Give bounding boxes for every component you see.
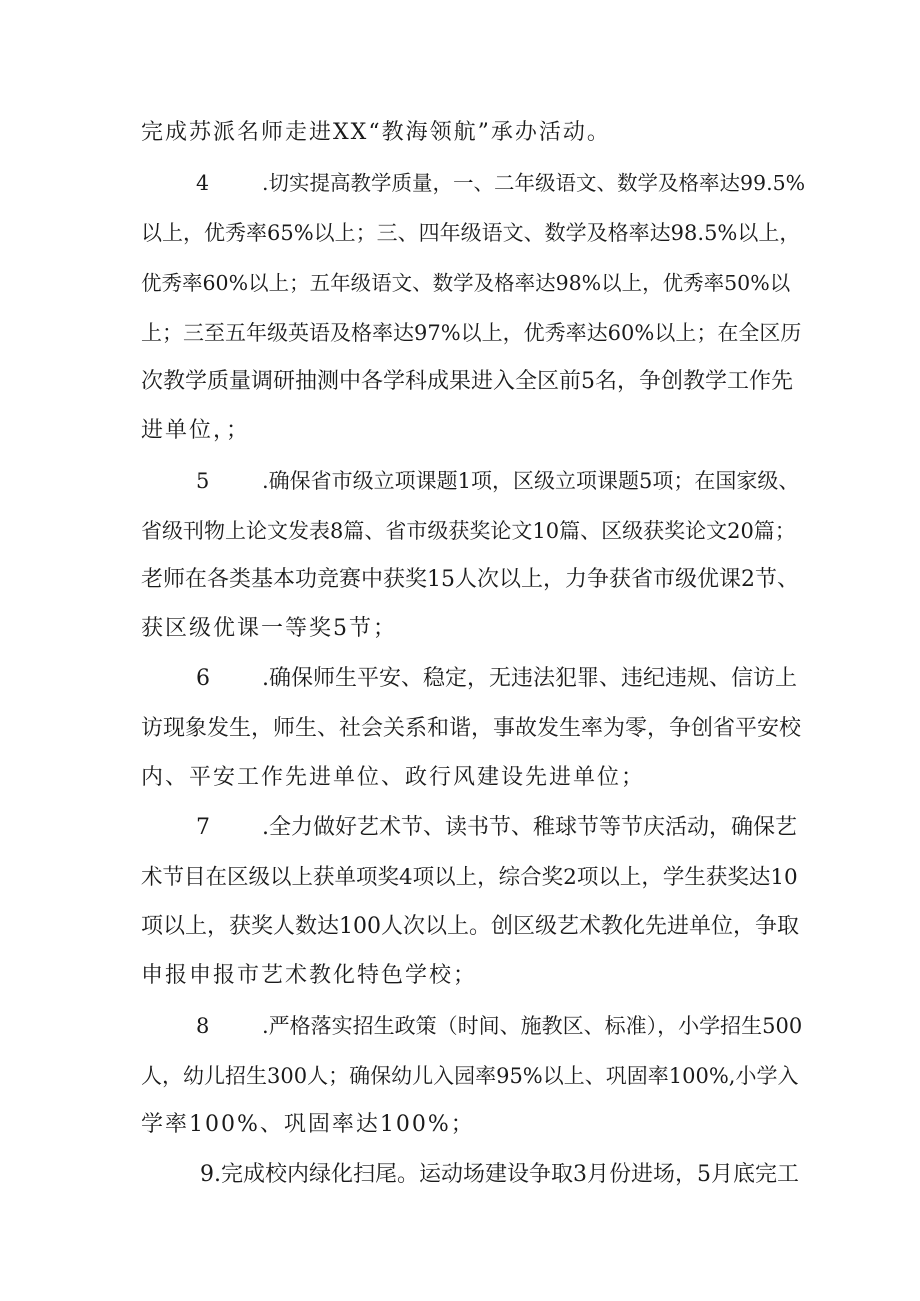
item-8-text-1: .严格落实招生政策（时间、施教区、标准），小学招生500 — [262, 1014, 803, 1038]
item-6-line-3: 内、平安工作先进单位、政行风建设先进单位； — [141, 765, 646, 790]
item-6-line-1 — [196, 664, 806, 694]
item-8-line-2: 人，幼儿招生300人；确保幼儿入园率95%以上、巩固率100%,小学入 — [141, 1064, 799, 1088]
item-4-line-2: 以上，优秀率65%以上；三、四年级语文、数学及格率达98.5%以上， — [141, 221, 801, 245]
item-4-line-3: 优秀率60%以上；五年级语文、数学及格率达98%以上，优秀率50%以 — [141, 271, 791, 295]
item-4-text-1: .切实提高教学质量，一、二年级语文、数学及格率达99.5% — [262, 171, 806, 195]
item-9-number: 9 — [200, 1162, 214, 1187]
item-5-number: 5 — [196, 469, 210, 493]
item-5-line-2: 省级刊物上论文发表8篇、省市级获奖论文10篇、区级获奖论文20篇； — [141, 519, 796, 543]
item-9-text-1: .完成校内绿化扫尾。运动场建设争取3月份进场，5月底完工 — [214, 1162, 799, 1187]
item-5-line-4: 获区级优课一等奖5节； — [141, 616, 397, 641]
item-5-text-1: .确保省市级立项课题1项，区级立项课题5项；在国家级、 — [262, 469, 800, 493]
item-4-line-5: 次教学质量调研抽测中各学科成果进入全区前5名，争创教学工作先 — [141, 369, 793, 394]
item-6-number: 6 — [196, 666, 210, 691]
item-7-line-4: 申报申报市艺术教化特色学校； — [141, 963, 478, 988]
item-7-text-1: .全力做好艺术节、读书节、稚球节等节庆活动，确保艺 — [262, 815, 797, 840]
item-4-line-1 — [196, 168, 806, 198]
item-5-line-3: 老师在各类基本功竞赛中获奖15人次以上，力争获省市级优课2节、 — [141, 567, 799, 592]
item-8-number: 8 — [196, 1014, 210, 1038]
item-9-line-1 — [200, 1160, 806, 1190]
item-5-line-1 — [196, 466, 806, 496]
item-8-line-3: 学率100%、巩固率达100%； — [141, 1112, 475, 1137]
item-4-line-4: 上；三至五年级英语及格率达97%以上，优秀率达60%以上；在全区历 — [141, 321, 802, 345]
item-4-line-6: 进单位，； — [141, 418, 251, 443]
item-7-number: 7 — [196, 815, 210, 840]
item-8-line-1 — [196, 1011, 806, 1041]
item-7-line-1 — [196, 813, 806, 843]
item-4-number: 4 — [196, 171, 210, 195]
paragraph-3-tail: 完成苏派名师走进XX“教海领航”承办活动。 — [141, 120, 611, 145]
item-7-line-2: 术节目在区级以上获单项奖4项以上，综合奖2项以上，学生获奖达10 — [141, 865, 798, 890]
item-7-line-3: 项以上，获奖人数达100人次以上。创区级艺术教化先进单位，争取 — [141, 914, 799, 939]
item-6-text-1: .确保师生平安、稳定，无违法犯罪、违纪违规、信访上 — [262, 666, 797, 691]
item-6-line-2: 访现象发生，师生、社会关系和谐，事故发生率为零，争创省平安校 — [141, 716, 802, 741]
